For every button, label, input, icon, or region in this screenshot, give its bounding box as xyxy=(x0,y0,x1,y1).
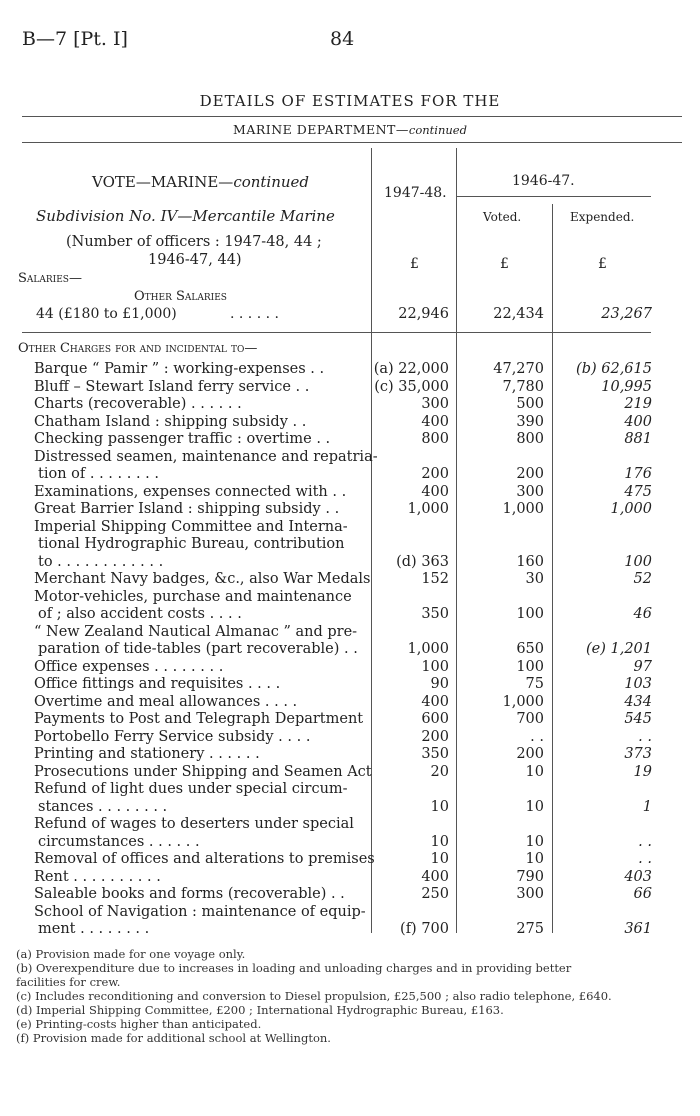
row-voted: 47,270 xyxy=(493,361,544,377)
row-1947-48: 400 xyxy=(421,693,449,710)
row-voted: 790 xyxy=(516,868,544,885)
currency-expended: £ xyxy=(598,256,607,272)
row-label: Examinations, expenses connected with . . xyxy=(34,483,347,500)
row-label: ment . . . . . . . . xyxy=(38,921,150,937)
row-voted: 300 xyxy=(516,886,544,902)
row-expended: 545 xyxy=(624,711,652,727)
row-voted: 10 xyxy=(525,851,544,867)
salaries-1947-48: 22,946 xyxy=(398,306,449,322)
footnote: (c) Includes reconditioning and conversion to Diesel propulsion, £25,500 ; also radio telephone, £640. xyxy=(16,989,612,1003)
row-voted: 1,000 xyxy=(502,501,544,517)
row-1947-48: 10 xyxy=(430,798,449,815)
row-expended: 97 xyxy=(633,658,652,675)
row-1947-48: 90 xyxy=(430,676,449,692)
row-label: “ New Zealand Nautical Almanac ” and pre- xyxy=(34,623,358,640)
row-voted: 10 xyxy=(525,763,544,780)
footnote: facilities for crew. xyxy=(16,975,121,989)
row-label: Distressed seamen, maintenance and repatria- xyxy=(34,448,378,465)
footnote: (d) Imperial Shipping Committee, £200 ; International Hydrographic Bureau, £163. xyxy=(16,1003,504,1017)
row-label: Payments to Post and Telegraph Department xyxy=(34,711,364,727)
row-expended: 66 xyxy=(633,886,652,902)
row-1947-48: 1,000 xyxy=(407,641,449,657)
row-expended: 176 xyxy=(624,466,652,482)
row-label: paration of tide-tables (part recoverable) . . xyxy=(38,641,358,657)
row-label: Refund of wages to deserters under special xyxy=(34,816,354,832)
row-label: Portobello Ferry Service subsidy . . . . xyxy=(34,728,311,745)
row-voted: 200 xyxy=(516,466,544,482)
row-1947-48: 250 xyxy=(421,886,449,902)
row-1947-48: 1,000 xyxy=(407,501,449,517)
row-voted: 275 xyxy=(516,921,544,937)
row-label: stances . . . . . . . . xyxy=(38,798,168,815)
column-expended: Expended. xyxy=(570,210,635,224)
subdivision-heading: Subdivision No. IV—Mercantile Marine xyxy=(36,207,335,225)
row-voted: 1,000 xyxy=(502,693,544,710)
row-1947-48: 350 xyxy=(421,746,449,762)
row-expended: 403 xyxy=(624,868,652,885)
row-label: Refund of light dues under special circum- xyxy=(34,781,348,797)
row-label: Barque “ Pamir ” : working-expenses . . xyxy=(34,361,325,377)
row-label: circumstances . . . . . . xyxy=(38,833,200,850)
footnote: (f) Provision made for additional school at Wellington. xyxy=(16,1031,331,1045)
row-voted: 100 xyxy=(516,606,544,622)
footnote: (b) Overexpenditure due to increases in loading and unloading charges and in providing better xyxy=(16,961,572,975)
row-label: Checking passenger traffic : overtime . . xyxy=(34,431,331,447)
row-voted: 30 xyxy=(525,571,544,587)
row-expended: (e) 1,201 xyxy=(585,641,652,657)
currency-1947-48: £ xyxy=(410,256,419,272)
row-expended: 19 xyxy=(633,763,652,780)
row-label: Bluff – Stewart Island ferry service . . xyxy=(34,378,310,395)
row-expended: 100 xyxy=(624,553,652,570)
row-label: of ; also accident costs . . . . xyxy=(38,606,242,622)
row-label: Motor-vehicles, purchase and maintenance xyxy=(34,588,352,605)
row-voted: 390 xyxy=(516,413,544,430)
row-label: Overtime and meal allowances . . . . xyxy=(34,693,298,710)
row-voted: 200 xyxy=(516,746,544,762)
row-label: Printing and stationery . . . . . . xyxy=(34,746,260,762)
currency-voted: £ xyxy=(500,256,509,272)
row-1947-48: (c) 35,000 xyxy=(374,378,449,395)
row-label: Great Barrier Island : shipping subsidy . . xyxy=(34,501,340,517)
title-rule xyxy=(22,116,682,117)
row-voted: 10 xyxy=(525,833,544,850)
row-label: Office fittings and requisites . . . . xyxy=(34,676,281,692)
row-expended: 103 xyxy=(624,676,652,692)
officers-count-cont: 1946-47, 44) xyxy=(148,252,242,268)
row-label: Merchant Navy badges, &c., also War Medals xyxy=(34,571,371,587)
row-1947-48: 10 xyxy=(430,851,449,867)
row-expended: 434 xyxy=(624,693,652,710)
column-1947-48: 1947-48. xyxy=(384,185,447,201)
row-label: Saleable books and forms (recoverable) . . xyxy=(34,886,345,902)
row-voted: 650 xyxy=(516,641,544,657)
row-expended: 52 xyxy=(633,571,652,587)
row-voted: 160 xyxy=(516,553,544,570)
row-expended: 475 xyxy=(624,483,652,500)
row-expended: . . xyxy=(638,728,652,745)
subtitle-rule xyxy=(22,142,682,143)
salaries-row-dots: . . . . . . xyxy=(230,306,279,322)
row-1947-48: 800 xyxy=(421,431,449,447)
row-1947-48: (a) 22,000 xyxy=(373,361,449,377)
row-label: Removal of offices and alterations to premises xyxy=(34,851,375,867)
row-voted: 800 xyxy=(516,431,544,447)
row-1947-48: 400 xyxy=(421,868,449,885)
row-label: Imperial Shipping Committee and Interna- xyxy=(34,518,348,535)
footnote: (a) Provision made for one voyage only. xyxy=(16,947,246,961)
row-1947-48: 20 xyxy=(430,763,449,780)
row-expended: 881 xyxy=(624,431,652,447)
row-1947-48: 350 xyxy=(421,606,449,622)
row-expended: 1,000 xyxy=(610,501,652,517)
row-1947-48: (d) 363 xyxy=(396,553,449,570)
row-label: Charts (recoverable) . . . . . . xyxy=(34,396,242,412)
salaries-row-label: 44 (£180 to £1,000) xyxy=(36,306,177,322)
row-expended: 1 xyxy=(642,798,652,815)
other-salaries-heading: Other Salaries xyxy=(134,289,227,304)
row-label: tion of . . . . . . . . xyxy=(38,466,159,482)
row-expended: 400 xyxy=(624,413,652,430)
row-label: Chatham Island : shipping subsidy . . xyxy=(34,413,307,430)
salaries-heading: Salaries— xyxy=(18,271,82,286)
row-1947-48: (f) 700 xyxy=(400,921,449,937)
row-label: to . . . . . . . . . . . . xyxy=(38,553,164,570)
row-1947-48: 200 xyxy=(421,728,449,745)
row-1947-48: 600 xyxy=(421,711,449,727)
salaries-voted: 22,434 xyxy=(493,306,544,322)
footnote: (e) Printing-costs higher than anticipated. xyxy=(16,1017,262,1031)
column-divider-1 xyxy=(371,148,372,933)
row-expended: 361 xyxy=(624,921,652,937)
row-voted: 7,780 xyxy=(502,378,544,395)
officers-count: (Number of officers : 1947-48, 44 ; xyxy=(66,234,322,250)
column-divider-2 xyxy=(456,148,457,933)
salaries-rule xyxy=(22,332,651,333)
row-label: Rent . . . . . . . . . . xyxy=(34,868,161,885)
page-subtitle: MARINE DEPARTMENT—continued xyxy=(233,122,467,137)
row-expended: (b) 62,615 xyxy=(576,361,652,377)
year-subheader-rule xyxy=(456,196,651,197)
row-label: Office expenses . . . . . . . . xyxy=(34,658,224,675)
row-expended: 46 xyxy=(633,606,652,622)
row-voted: . . xyxy=(530,728,544,745)
row-1947-48: 300 xyxy=(421,396,449,412)
vote-heading: VOTE—MARINE—continued xyxy=(92,173,310,191)
other-charges-heading: Other Charges for and incidental to— xyxy=(18,341,258,356)
row-expended: 10,995 xyxy=(601,378,652,395)
row-1947-48: 100 xyxy=(421,658,449,675)
row-label: Prosecutions under Shipping and Seamen Act xyxy=(34,763,372,780)
row-voted: 10 xyxy=(525,798,544,815)
salaries-expended: 23,267 xyxy=(601,306,652,322)
row-expended: . . xyxy=(638,851,652,867)
row-label: School of Navigation : maintenance of equip- xyxy=(34,903,366,920)
row-voted: 500 xyxy=(516,396,544,412)
row-1947-48: 152 xyxy=(421,571,449,587)
page-title: DETAILS OF ESTIMATES FOR THE xyxy=(199,92,501,110)
row-1947-48: 10 xyxy=(430,833,449,850)
row-expended: 373 xyxy=(624,746,652,762)
row-1947-48: 200 xyxy=(421,466,449,482)
column-1946-47: 1946-47. xyxy=(512,173,575,189)
row-expended: . . xyxy=(638,833,652,850)
row-expended: 219 xyxy=(624,396,652,412)
page-number: 84 xyxy=(330,28,355,50)
row-voted: 700 xyxy=(516,711,544,727)
row-voted: 300 xyxy=(516,483,544,500)
row-voted: 75 xyxy=(525,676,544,692)
row-voted: 100 xyxy=(516,658,544,675)
row-1947-48: 400 xyxy=(421,483,449,500)
document-reference: B—7 [Pt. I] xyxy=(22,28,128,50)
row-1947-48: 400 xyxy=(421,413,449,430)
column-voted: Voted. xyxy=(483,210,522,224)
row-label: tional Hydrographic Bureau, contribution xyxy=(38,536,345,552)
